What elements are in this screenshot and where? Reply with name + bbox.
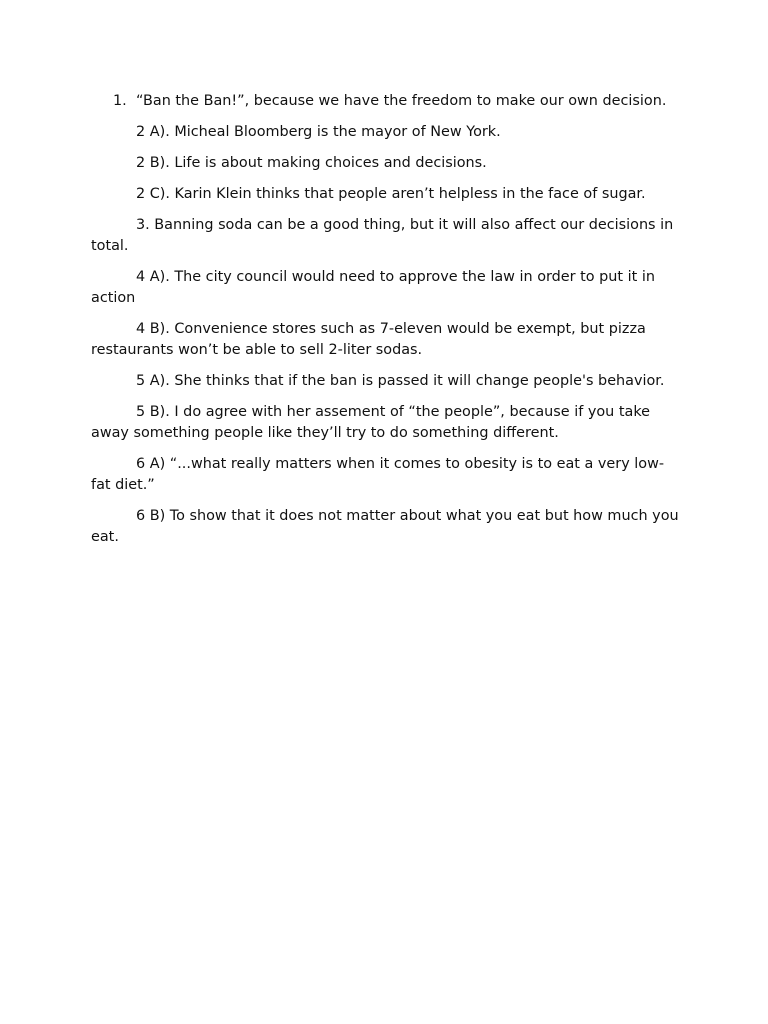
answer-4a: 4 A). The city council would need to approve the law in order to put it in action [91,269,655,306]
answer-3: 3. Banning soda can be a good thing, but it will also affect our decisions in total. [91,217,674,254]
answer-2a: 2 A). Micheal Bloomberg is the mayor of New York. [136,124,501,140]
answer-4b: 4 B). Convenience stores such as 7-eleven would be exempt, but pizza restaurants won’t be able to sell 2-liter sodas. [91,321,646,358]
answer-2b: 2 B). Life is about making choices and decisions. [136,155,487,171]
document-body [91,91,681,558]
answer-5a: 5 A). She thinks that if the ban is passed it will change people's behavior. [136,373,665,389]
answer-6b: 6 B) To show that it does not matter about what you eat but how much you eat. [91,508,679,545]
answer-6a: 6 A) “...what really matters when it comes to obesity is to eat a very low-fat diet.” [91,456,665,493]
answer-5b: 5 B). I do agree with her assement of “the people”, because if you take away something people like they’ll try to do something different. [91,404,651,441]
list-number: 1. [113,93,127,109]
answer-1 [91,91,681,112]
answer-1-text: “Ban the Ban!”, because we have the freedom to make our own decision. [136,93,667,109]
answer-2c: 2 C). Karin Klein thinks that people aren’t helpless in the face of sugar. [136,186,646,202]
